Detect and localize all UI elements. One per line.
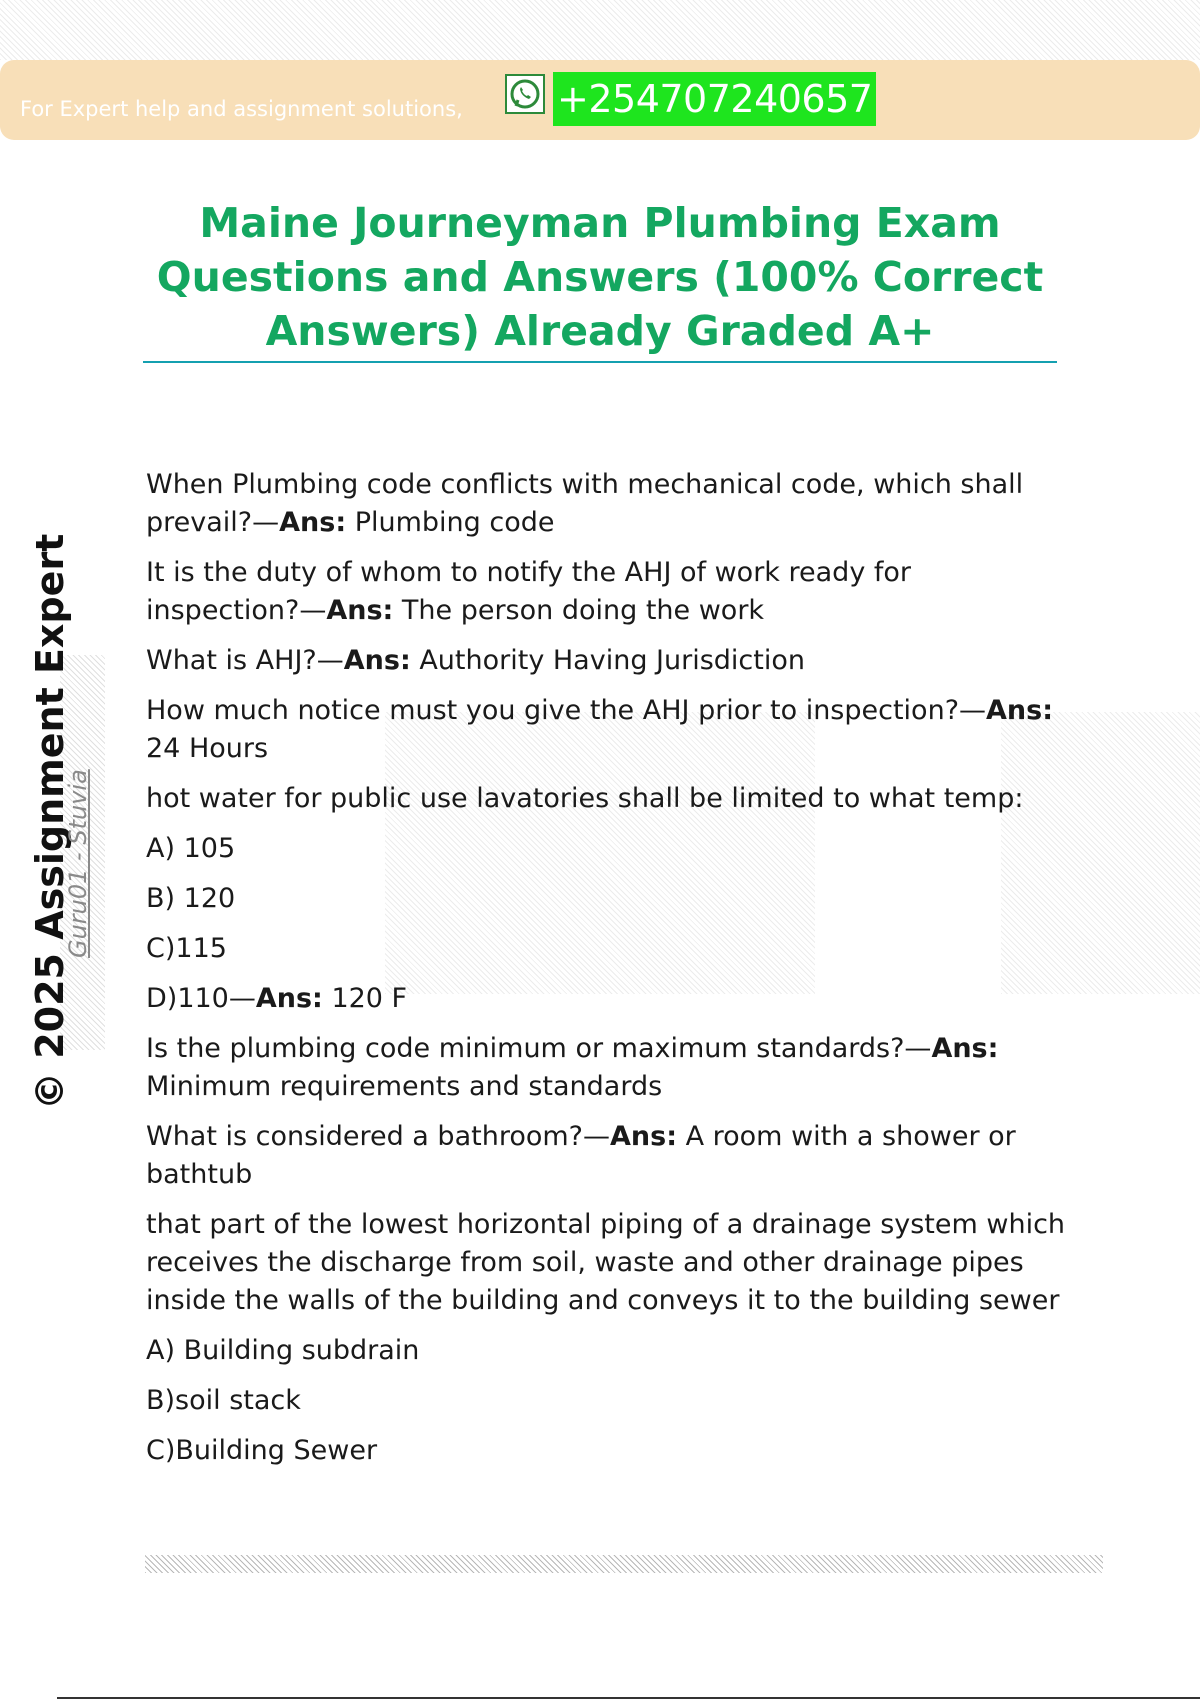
option-item bbox=[146, 1332, 1066, 1370]
answer-text: Authority Having Jurisdiction bbox=[410, 645, 805, 676]
question-text: hot water for public use lavatories shall be limited to what temp: bbox=[146, 783, 1024, 814]
answer-text: Minimum requirements and standards bbox=[146, 1071, 663, 1102]
answer-label: Ans: bbox=[255, 983, 323, 1014]
qa-item bbox=[146, 1206, 1066, 1320]
answer-label: Ans: bbox=[610, 1121, 677, 1152]
question-text: Is the plumbing code minimum or maximum standards?— bbox=[146, 1033, 932, 1064]
question-text: How much notice must you give the AHJ prior to inspection?— bbox=[146, 695, 987, 726]
option-item bbox=[146, 830, 1066, 868]
question-text: When Plumbing code conflicts with mechanical code, which shall prevail?— bbox=[146, 469, 1024, 538]
title-line: Maine Journeyman Plumbing Exam bbox=[199, 199, 1001, 247]
title-line: Questions and Answers (100% Correct bbox=[156, 253, 1044, 301]
option-text: D)110— bbox=[146, 983, 256, 1014]
option-item bbox=[146, 880, 1066, 918]
question-text: It is the duty of whom to notify the AHJ of work ready for inspection?— bbox=[146, 557, 912, 626]
answer-text: A room with a shower or bathtub bbox=[146, 1121, 1016, 1190]
option-text: C)115 bbox=[146, 933, 227, 964]
qa-item bbox=[146, 692, 1066, 768]
phone-number: +254707240657 bbox=[553, 72, 876, 126]
author-watermark: Guru01 - Stuvia bbox=[64, 769, 92, 958]
footer-rule bbox=[57, 1697, 1200, 1699]
answer-label: Ans: bbox=[326, 595, 394, 626]
qa-item bbox=[146, 642, 1066, 680]
answer-text: Plumbing code bbox=[346, 507, 555, 538]
title-underline bbox=[143, 361, 1057, 363]
document-title bbox=[143, 196, 1057, 358]
bottom-hatch-pattern bbox=[145, 1555, 1103, 1573]
title-line: Answers) Already Graded A+ bbox=[265, 307, 935, 355]
question-text: What is considered a bathroom?— bbox=[146, 1121, 610, 1152]
question-text: What is AHJ?— bbox=[146, 645, 344, 676]
copyright-watermark: © 2025 Assignment Expert bbox=[28, 533, 72, 1110]
answer-label: Ans: bbox=[279, 507, 347, 538]
answer-text: 24 Hours bbox=[146, 733, 269, 764]
option-item bbox=[146, 930, 1066, 968]
qa-item bbox=[146, 466, 1066, 542]
option-text: A) Building subdrain bbox=[146, 1335, 420, 1366]
banner-text: For Expert help and assignment solutions, bbox=[20, 97, 463, 121]
answer-label: Ans: bbox=[931, 1033, 999, 1064]
qa-item bbox=[146, 1118, 1066, 1194]
qa-list bbox=[146, 466, 1066, 1482]
option-item bbox=[146, 1432, 1066, 1470]
answer-text: 120 F bbox=[322, 983, 408, 1014]
whatsapp-icon bbox=[505, 74, 545, 114]
option-text: B)soil stack bbox=[146, 1385, 301, 1416]
answer-label: Ans: bbox=[343, 645, 411, 676]
option-text: A) 105 bbox=[146, 833, 236, 864]
option-text: C)Building Sewer bbox=[146, 1435, 378, 1466]
option-item bbox=[146, 1382, 1066, 1420]
qa-item bbox=[146, 1030, 1066, 1106]
option-item bbox=[146, 980, 1066, 1018]
answer-text: The person doing the work bbox=[393, 595, 765, 626]
top-hatch-pattern bbox=[0, 0, 1200, 60]
option-text: B) 120 bbox=[146, 883, 236, 914]
qa-item bbox=[146, 554, 1066, 630]
question-text: that part of the lowest horizontal piping of a drainage system which receives the discharge from soil, waste and other drainage pipes inside the walls of the building and conveys it to the building sewer bbox=[146, 1209, 1066, 1316]
answer-label: Ans: bbox=[986, 695, 1054, 726]
qa-item bbox=[146, 780, 1066, 818]
